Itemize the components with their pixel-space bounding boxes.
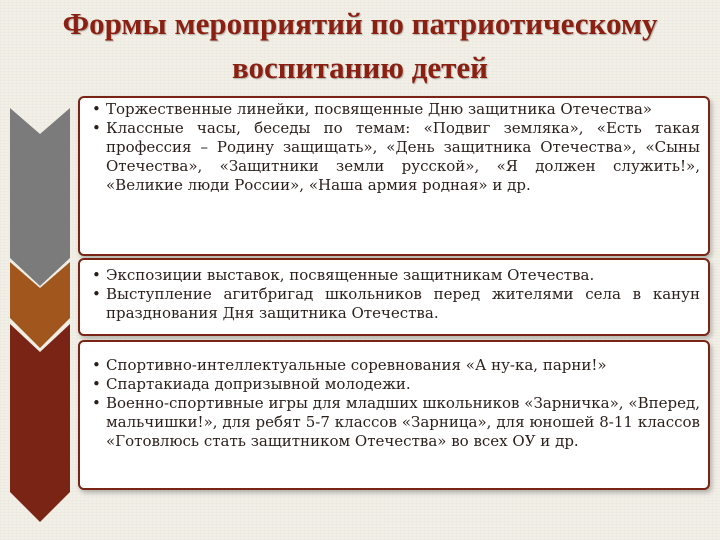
list-item: • Спартакиада допризывной молодежи. xyxy=(92,375,700,394)
list-item: • Торжественные линейки, посвященные Дню защитника Отечества» xyxy=(92,100,700,119)
section-box-1 xyxy=(78,96,710,256)
list-item: • Экспозиции выставок, посвященные защитникам Отечества. xyxy=(92,266,700,285)
list-item: • Классные часы, беседы по темам: «Подвиг земляка», «Есть такая профессия – Родину защищать», «День защитника Отечества», «Сыны Отечества», «Защитники земли русской», «Я должен служить!», «Великие люди России», «Наша армия родная» и др. xyxy=(92,119,700,195)
section-box-2 xyxy=(78,258,710,336)
chevron-1 xyxy=(10,108,70,286)
list-item: • Выступление агитбригад школьников перед жителями села в канун празднования Дня защитника Отечества. xyxy=(92,285,700,323)
list-item: • Спортивно-интеллектуальные соревнования «А ну-ка, парни!» xyxy=(92,356,700,375)
slide-title: Формы мероприятий по патриотическому воспитанию детей xyxy=(62,6,658,85)
section-box-3 xyxy=(78,340,710,490)
list-item: • Военно-спортивные игры для младших школьников «Зарничка», «Вперед, мальчишки!», для ребят 5-7 классов «Зарница», для юношей 8-11 классов «Готовлюсь стать защитником Отечества» во всех ОУ и др. xyxy=(92,394,700,451)
chevron-3 xyxy=(10,324,70,522)
